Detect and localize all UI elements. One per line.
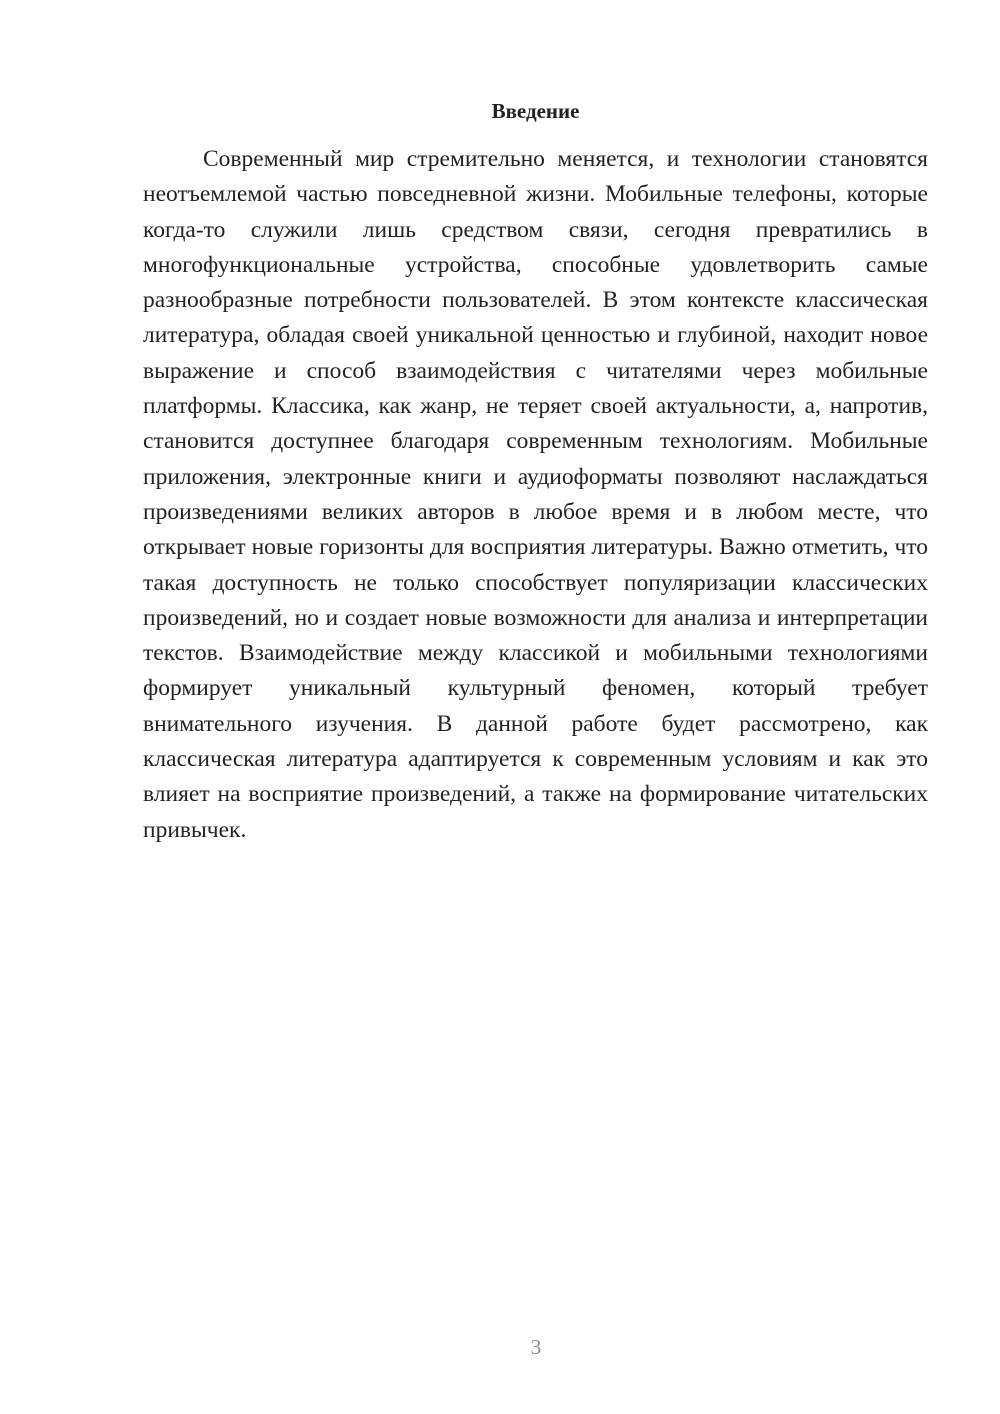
page-title: Введение <box>491 99 580 123</box>
page-number: 3 <box>530 1335 542 1359</box>
body-paragraph: Современный мир стремительно меняется, и технологии становятся неотъемлемой частью повседневной жизни. Мобильные телефоны, которые когда-то служили лишь средством связи, сегодня превратились в многофункциональные устройства, способные удовлетворить самые разнообразные потребности пользователей. В этом контексте классическая литература, обладая своей уникальной ценностью и глубиной, находит новое выражение и способ взаимодействия с читателями через мобильные платформы. Классика, как жанр, не теряет своей актуальности, а, напротив, становится доступнее благодаря современным технологиям. Мобильные приложения, электронные книги и аудиоформаты позволяют наслаждаться произведениями великих авторов в любое время и в любом месте, что открывает новые горизонты для восприятия литературы. Важно отметить, что такая доступность не только способствует популяризации классических произведений, но и создает новые возможности для анализа и интерпретации текстов. Взаимодействие между классикой и мобильными технологиями формирует уникальный культурный феномен, который требует внимательного изучения. В данной работе будет рассмотрено, как классическая литература адаптируется к современным условиям и как это влияет на восприятие произведений, а также на формирование читательских привычек. <box>143 146 928 843</box>
